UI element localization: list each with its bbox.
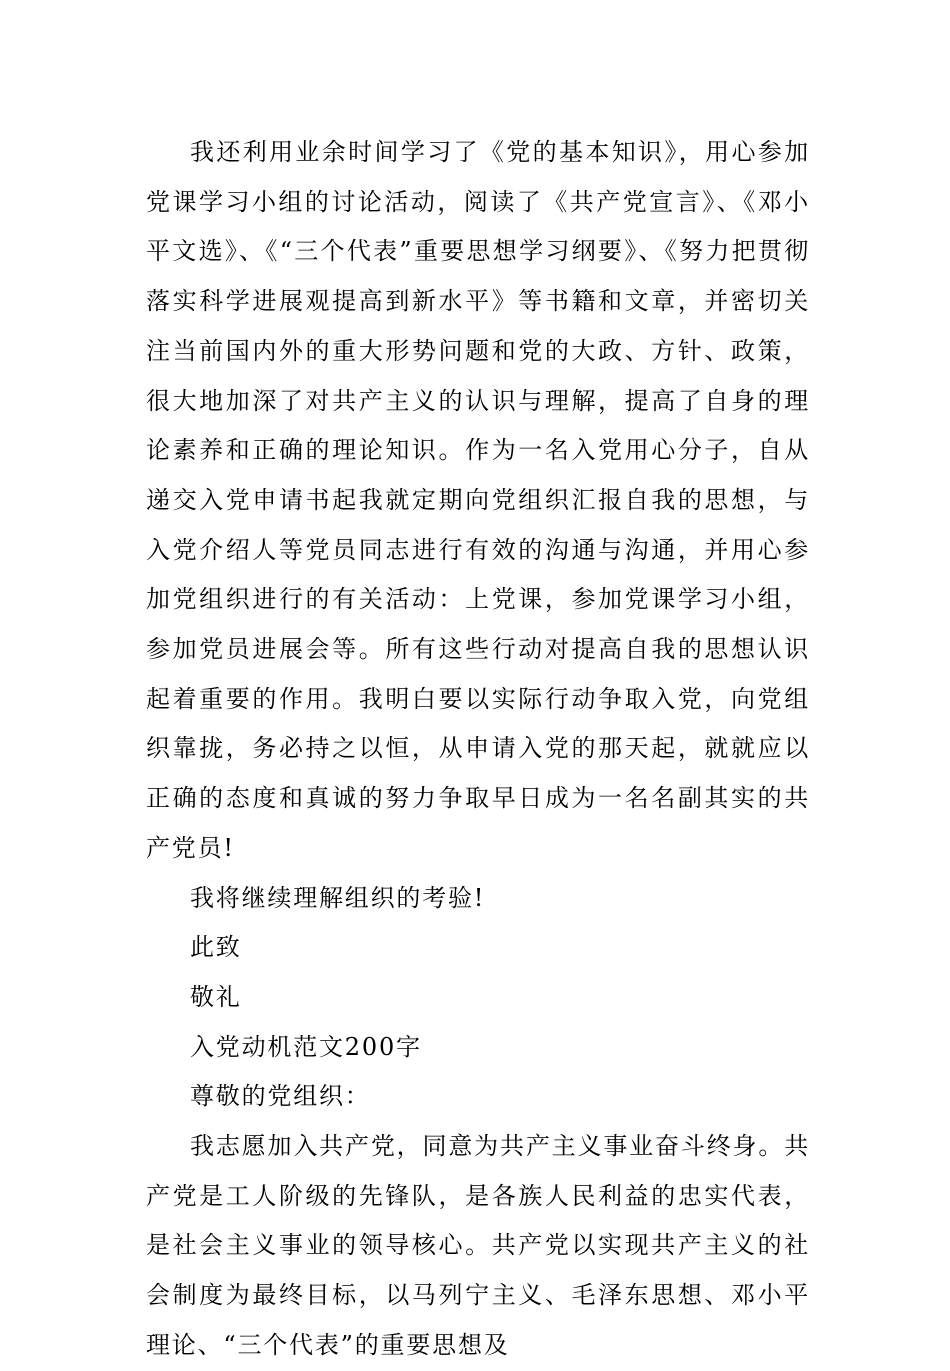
closing-jingli: 敬礼 [190, 982, 242, 1011]
paragraph-accept-test: 我将继续理解组织的考验! [190, 883, 486, 912]
salutation: 尊敬的党组织： [190, 1082, 371, 1111]
paragraph-study-activities: 我还利用业余时间学习了《党的基本知识》，用心参加党课学习小组的讨论活动，阅读了《共产党宣言》、《邓小平文选》、《“三个代表”重要思想学习纲要》、《努力把贯彻落实科学进展观提高到新水平》等书籍和文章，并密切关注当前国内外的重大形势问题和党的大政、方针、政策，很大地加深了对共产主义的认识与理解，提高了自身的理论素养和正确的理论知识。作为一名入党用心分子，自从递交入党申请书起我就定期向党组织汇报自我的思想，与入党介绍人等党员同志进行有效的沟通与沟通，并用心参加党组织进行的有关活动：上党课，参加党课学习小组，参加党员进展会等。所有这些行动对提高自我的思想认识起着重要的作用。我明白要以实际行动争取入党，向党组织靠拢，务必持之以恒，从申请入党的那天起，就就应以正确的态度和真诚的努力争取早日成为一名名副其实的共产党员! [146, 138, 810, 862]
section-heading: 入党动机范文200字 [190, 1032, 422, 1061]
paragraph-application-intro: 我志愿加入共产党，同意为共产主义事业奋斗终身。共产党是工人阶级的先锋队，是各族人民利益的忠实代表，是社会主义事业的领导核心。共产党以实现共产主义的社会制度为最终目标，以马列宁主义、毛泽东思想、邓小平理论、“三个代表”的重要思想及 [146, 1132, 810, 1359]
document-body [146, 128, 810, 1371]
closing-cizhi: 此致 [190, 933, 242, 962]
